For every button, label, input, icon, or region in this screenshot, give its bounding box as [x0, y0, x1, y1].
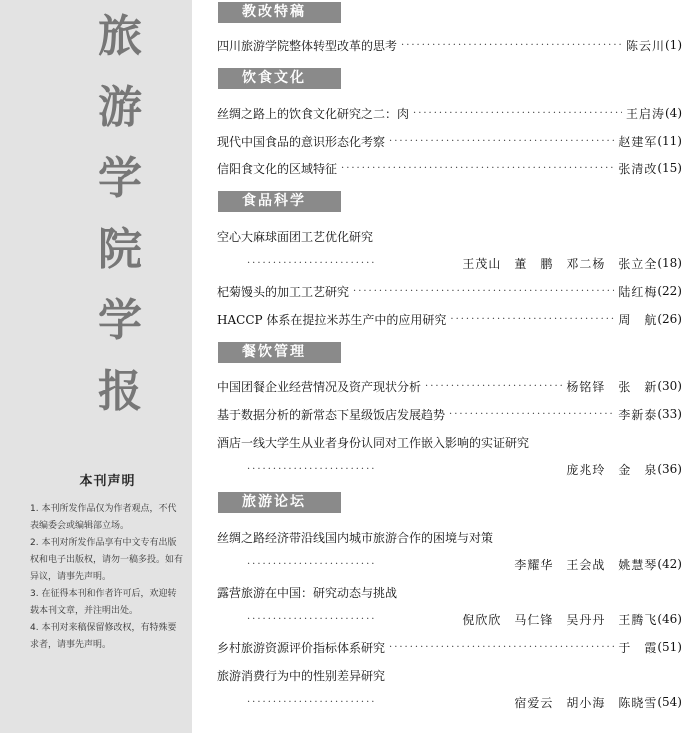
toc-entry[interactable] — [217, 281, 682, 301]
article-authors: 于 霞 — [618, 640, 658, 655]
journal-title-char: 旅 — [98, 11, 142, 62]
notice-item: 2. 本刊对所发作品享有中文专有出版权和电子出版权，请勿一稿多投。如有异议，请事先声明。 — [30, 538, 184, 582]
article-authors: 赵建军 — [618, 134, 658, 149]
dot-leader — [401, 40, 622, 51]
toc-entry[interactable] — [217, 226, 682, 246]
notice-title: 本刊声明 — [79, 474, 136, 489]
article-authors: 宿爱云 胡小海 陈晓雪 — [514, 695, 658, 710]
journal-title-char: 学 — [98, 295, 142, 346]
toc-entry[interactable] — [217, 131, 682, 151]
article-title: 露营旅游在中国：研究动态与挑战 — [217, 585, 398, 600]
page-number: (51) — [657, 640, 682, 654]
article-title: 乡村旅游资源评价指标体系研究 — [217, 640, 386, 655]
page-number: (18) — [657, 256, 682, 270]
toc-entry-authors-line[interactable] — [217, 459, 682, 479]
article-title: 空心大麻球面团工艺优化研究 — [217, 229, 374, 244]
page-number: (4) — [665, 106, 682, 120]
section-header: 食品科学 — [218, 191, 341, 212]
toc-entry[interactable] — [217, 35, 682, 55]
toc-entry-authors-line[interactable] — [217, 692, 682, 712]
dot-leader — [247, 464, 377, 475]
page-number: (36) — [657, 462, 682, 476]
article-authors: 王茂山 董 鹏 邓二杨 张立全 — [462, 256, 658, 271]
toc-entry[interactable] — [217, 527, 682, 547]
page-number: (42) — [657, 557, 682, 571]
dot-leader — [341, 163, 614, 174]
dot-leader — [247, 559, 377, 570]
article-authors: 陆红梅 — [618, 284, 658, 299]
page-number: (30) — [657, 379, 682, 393]
journal-title-char: 学 — [98, 153, 142, 204]
section-header: 旅游论坛 — [218, 492, 341, 513]
article-title: 丝绸之路上的饮食文化研究之二：肉 — [217, 106, 410, 121]
section-header: 饮食文化 — [218, 68, 341, 89]
dot-leader — [389, 136, 614, 147]
notice-item: 1. 本刊所发作品仅为作者观点，不代表编委会或编辑部立场。 — [30, 504, 177, 531]
notice-item: 3. 在征得本刊和作者许可后，欢迎转载本刊文章，并注明出处。 — [30, 589, 177, 616]
toc-entry[interactable] — [217, 432, 682, 452]
article-authors: 庞兆玲 金 泉 — [566, 462, 658, 477]
page-number: (33) — [657, 407, 682, 421]
article-authors: 杨铭铎 张 新 — [566, 379, 658, 394]
dot-leader — [413, 108, 622, 119]
table-of-contents — [215, 0, 687, 733]
page-number: (22) — [657, 284, 682, 298]
toc-entry[interactable] — [217, 637, 682, 657]
toc-entry-authors-line[interactable] — [217, 253, 682, 273]
dot-leader — [247, 614, 377, 625]
article-authors: 李新泰 — [618, 407, 658, 422]
article-title: 信阳食文化的区域特征 — [217, 161, 338, 176]
journal-title-char: 游 — [98, 82, 142, 133]
journal-notice — [30, 470, 185, 654]
toc-entry[interactable] — [217, 665, 682, 685]
toc-entry[interactable] — [217, 309, 682, 329]
article-title: 丝绸之路经济带沿线国内城市旅游合作的困境与对策 — [217, 530, 494, 545]
toc-entry[interactable] — [217, 103, 682, 123]
article-title: 四川旅游学院整体转型改革的思考 — [217, 38, 398, 53]
toc-entry-authors-line[interactable] — [217, 554, 682, 574]
article-title: 旅游消费行为中的性别差异研究 — [217, 668, 386, 683]
article-authors: 陈云川 — [625, 38, 665, 53]
page-number: (26) — [657, 312, 682, 326]
page-number: (15) — [657, 161, 682, 175]
dot-leader — [425, 381, 562, 392]
article-title: 酒店一线大学生从业者身份认同对工作嵌入影响的实证研究 — [217, 435, 530, 450]
article-authors: 李耀华 王会战 姚慧琴 — [514, 557, 658, 572]
toc-entry[interactable] — [217, 404, 682, 424]
toc-entry-authors-line[interactable] — [217, 609, 682, 629]
article-authors: 周 航 — [618, 312, 658, 327]
article-title: 杞菊馒头的加工工艺研究 — [217, 284, 350, 299]
page-number: (1) — [665, 38, 682, 52]
dot-leader — [450, 314, 614, 325]
journal-title-char: 院 — [98, 224, 142, 275]
dot-leader — [247, 697, 377, 708]
section-header: 餐饮管理 — [218, 342, 341, 363]
dot-leader — [247, 258, 377, 269]
journal-title-char: 报 — [98, 366, 142, 417]
article-authors: 王启涛 — [625, 106, 665, 121]
page-number: (46) — [657, 612, 682, 626]
dot-leader — [389, 642, 614, 653]
toc-entry[interactable] — [217, 158, 682, 178]
article-title: HACCP 体系在提拉米苏生产中的应用研究 — [217, 312, 447, 327]
toc-entry[interactable] — [217, 376, 682, 396]
dot-leader — [353, 286, 614, 297]
article-title: 基于数据分析的新常态下星级饭店发展趋势 — [217, 407, 446, 422]
page-number: (54) — [657, 695, 682, 709]
page-number: (11) — [657, 134, 682, 148]
toc-entry[interactable] — [217, 582, 682, 602]
notice-item: 4. 本刊对来稿保留修改权，有特殊要求者，请事先声明。 — [30, 623, 177, 650]
article-authors: 倪欣欣 马仁锋 吴丹丹 王腾飞 — [462, 612, 658, 627]
journal-title — [0, 0, 192, 440]
article-title: 现代中国食品的意识形态化考察 — [217, 134, 386, 149]
dot-leader — [449, 409, 614, 420]
article-title: 中国团餐企业经营情况及资产现状分析 — [217, 379, 422, 394]
sidebar — [0, 0, 192, 733]
section-header: 教改特稿 — [218, 2, 341, 23]
article-authors: 张清改 — [618, 161, 658, 176]
